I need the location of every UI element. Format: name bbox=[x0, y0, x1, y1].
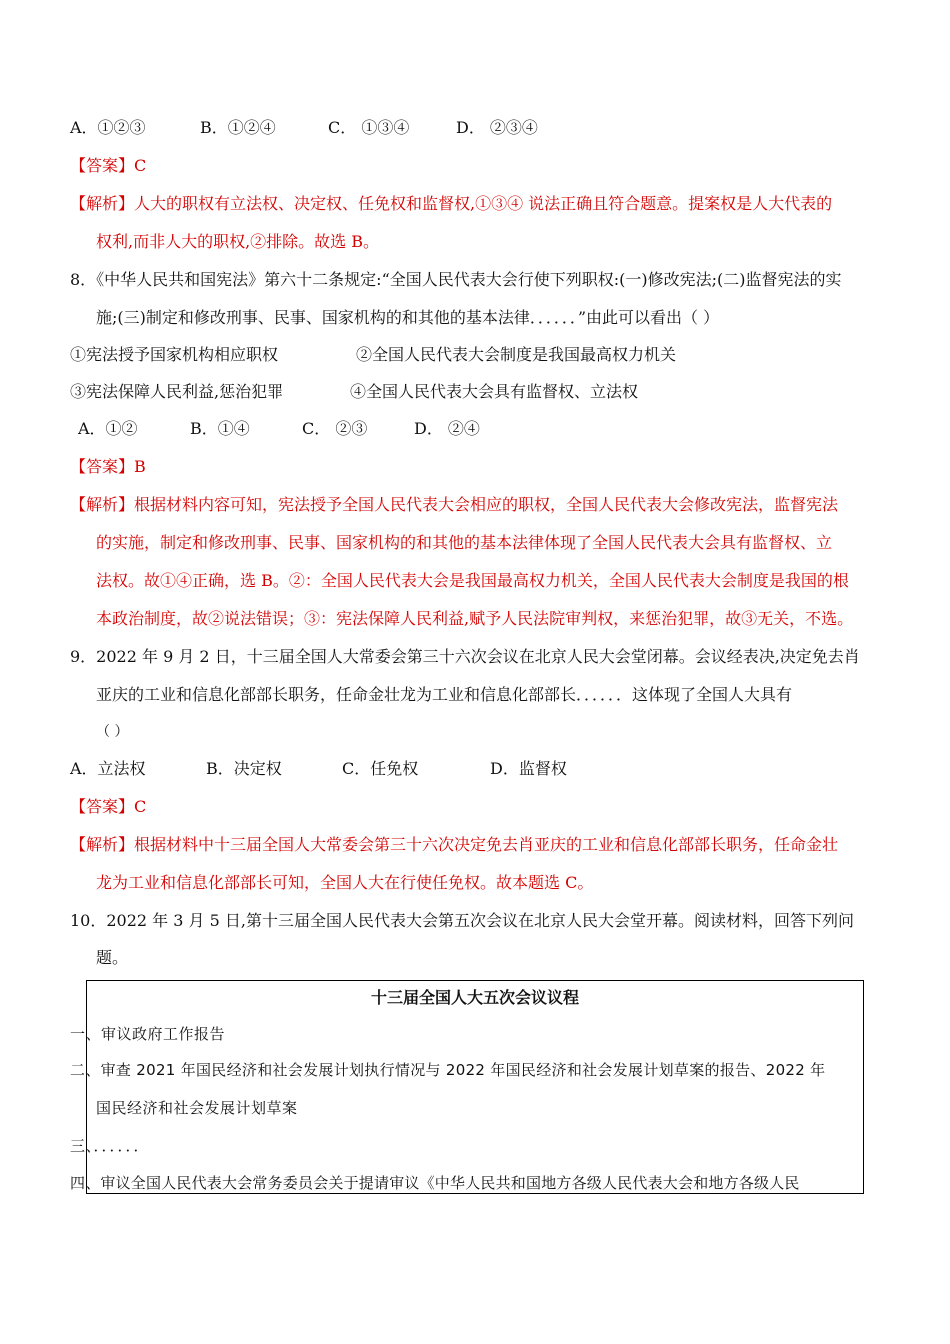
q9-answer-blank: （ ） bbox=[96, 724, 129, 740]
q9-option-c: C．任免权 bbox=[342, 759, 419, 778]
agenda-item: 一、审议政府工作报告 bbox=[70, 1025, 226, 1043]
q9-analysis-line: 【解析】根据材料中十三届全国人大常委会第三十六次决定免去肖亚庆的工业和信息化部部长职务，任命金壮 bbox=[70, 835, 839, 854]
q8-statement-4: ④全国人民代表大会具有监督权、立法权 bbox=[350, 382, 639, 401]
q8-option-d: D． ②④ bbox=[414, 419, 480, 438]
agenda-item: 三、．．．．．． bbox=[70, 1137, 150, 1155]
q7-analysis-line: 【解析】人大的职权有立法权、决定权、任免权和监督权,①③④ 说法正确且符合题意。提案权是人大代表的 bbox=[70, 194, 833, 213]
q9-stem-line: 亚庆的工业和信息化部部长职务，任命金壮龙为工业和信息化部部长．．．．．．这体现了全国人大具有 bbox=[96, 685, 793, 704]
q7-option-d: D． ②③④ bbox=[456, 118, 538, 137]
q8-statement-2: ②全国人民代表大会制度是我国最高权力机关 bbox=[356, 345, 677, 364]
agenda-item-continued: 国民经济和社会发展计划草案 bbox=[96, 1099, 298, 1117]
agenda-title: 十三届全国人大五次会议议程 bbox=[370, 988, 579, 1007]
q8-statement-1: ①宪法授予国家机构相应职权 bbox=[70, 345, 279, 364]
q8-option-b: B．①④ bbox=[190, 419, 250, 438]
q7-analysis-line: 权利,而非人大的职权,②排除。故选 B。 bbox=[96, 232, 380, 251]
q7-option-a: A．①②③ bbox=[70, 118, 146, 137]
q8-analysis-line: 【解析】根据材料内容可知，宪法授予全国人民代表大会相应的职权，全国人民代表大会修改宪法，监督宪法 bbox=[70, 495, 839, 514]
q7-option-c: C． ①③④ bbox=[328, 118, 410, 137]
q9-stem-line: 9．2022 年 9 月 2 日，十三届全国人大常委会第三十六次会议在北京人民大会堂闭幕。会议经表决,决定免去肖 bbox=[70, 647, 860, 666]
agenda-item: 二、审查 2021 年国民经济和社会发展计划执行情况与 2022 年国民经济和社会发展计划草案的报告、2022 年 bbox=[70, 1061, 826, 1079]
q8-analysis-line: 的实施，制定和修改刑事、民事、国家机构的和其他的基本法律体现了全国人民代表大会具有监督权、立 bbox=[96, 533, 833, 552]
q7-answer: 【答案】C bbox=[70, 156, 147, 175]
q9-option-d: D．监督权 bbox=[490, 759, 567, 778]
q9-option-a: A．立法权 bbox=[70, 759, 146, 778]
q10-stem-line: 10．2022 年 3 月 5 日,第十三届全国人民代表大会第五次会议在北京人民大会堂开幕。阅读材料，回答下列问 bbox=[70, 911, 854, 930]
q9-analysis-line: 龙为工业和信息化部部长可知，全国人大在行使任免权。故本题选 C。 bbox=[96, 873, 594, 892]
q8-analysis-line: 本政治制度，故②说法错误；③：宪法保障人民利益,赋予人民法院审判权，来惩治犯罪，故③无关，不选。 bbox=[96, 609, 854, 628]
q8-analysis-line: 法权。故①④正确，选 B。②：全国人民代表大会是我国最高权力机关，全国人民代表大会制度是我国的根 bbox=[96, 571, 849, 590]
q7-option-b: B．①②④ bbox=[200, 118, 276, 137]
q8-answer: 【答案】B bbox=[70, 457, 146, 476]
q8-statement-3: ③宪法保障人民利益,惩治犯罪 bbox=[70, 382, 284, 401]
q9-answer: 【答案】C bbox=[70, 797, 147, 816]
q10-stem-line: 题。 bbox=[96, 948, 129, 967]
q9-option-b: B．决定权 bbox=[206, 759, 282, 778]
agenda-item: 四、审议全国人民代表大会常务委员会关于提请审议《中华人民共和国地方各级人民代表大会和地方各级人民 bbox=[70, 1174, 800, 1192]
q8-option-a: A．①② bbox=[78, 419, 138, 438]
q8-option-c: C． ②③ bbox=[302, 419, 368, 438]
agenda-box bbox=[86, 980, 864, 1194]
q8-stem-line: 8．《中华人民共和国宪法》第六十二条规定:“全国人民代表大会行使下列职权:(一)修改宪法;(二)监督宪法的实 bbox=[70, 270, 842, 289]
q8-stem-line: 施;(三)制定和修改刑事、民事、国家机构的和其他的基本法律．．．．．．”由此可以看出（ ） bbox=[96, 308, 720, 327]
